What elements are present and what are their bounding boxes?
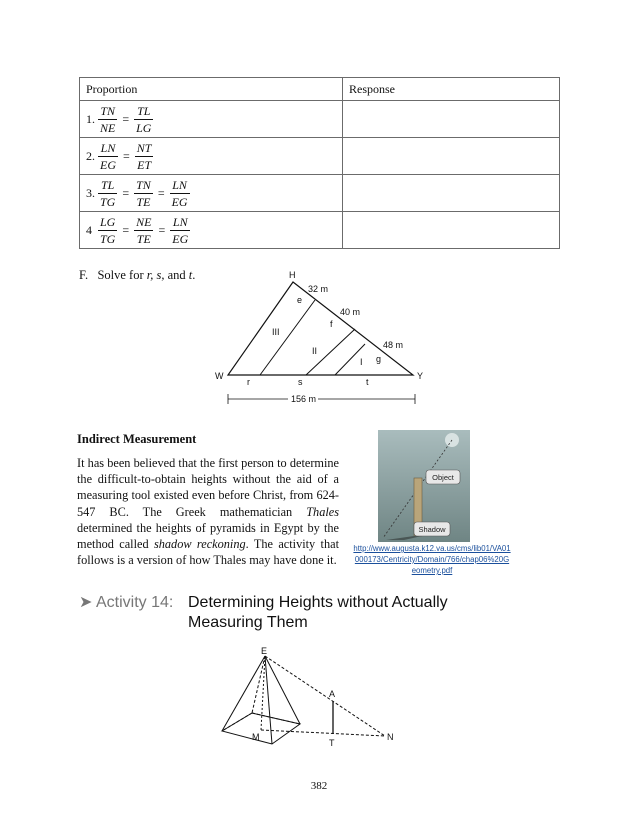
shadow-photo	[378, 430, 470, 542]
activity-label: Activity 14:	[95, 594, 174, 611]
label-III: III	[272, 327, 280, 337]
row-number: 4	[80, 212, 99, 249]
problem-label: F.	[79, 268, 89, 282]
activity-marker: ➤	[79, 594, 93, 611]
proportion-cell: $\frac{LG}{TG}$ = $\frac{NE}{TE}$ = $\frac{LN}{EG}$	[98, 212, 343, 249]
response-cell[interactable]	[343, 138, 560, 175]
fraction: $\frac{LN}{EG}$	[172, 214, 189, 246]
shadow-label: Shadow	[418, 525, 446, 534]
label-A: A	[329, 689, 336, 699]
table-row	[80, 212, 560, 249]
problem-f: F. Solve for r, s, and t.	[79, 268, 196, 282]
label-s: s	[298, 377, 303, 387]
indirect-heading: Indirect Measurement	[77, 432, 197, 446]
problem-var-t: t	[188, 268, 193, 282]
proportion-cell: $\frac{TN}{NE}$ = $\frac{TL}{LG}$	[98, 101, 343, 138]
table-header-row	[80, 78, 560, 101]
pyramid-diagram	[215, 646, 400, 754]
label-Y: Y	[417, 371, 424, 381]
header-proportion: Proportion	[80, 78, 343, 101]
response-cell[interactable]	[343, 212, 560, 249]
label-T: T	[329, 738, 335, 748]
indirect-paragraph: It has been believed that the first person to determine the difficult-to-obtain heights without the aid of a measuring tool existed even before Christ, from 624-547 BC. The Greek mathematician Thales determined the heights of pyramids in Egypt by the method called shadow reckoning. The activity that follows is a version of how Thales may have done it.	[77, 456, 339, 568]
label-W: W	[215, 371, 224, 381]
label-156m: 156 m	[291, 394, 317, 404]
table-row	[80, 138, 560, 175]
label-40m: 40 m	[340, 307, 361, 317]
proportion-cell: $\frac{TL}{TG}$ = $\frac{TN}{TE}$ = $\frac{LN}{EG}$	[98, 175, 343, 212]
label-32m: 32 m	[308, 284, 329, 294]
fraction: $\frac{TN}{TE}$	[136, 177, 151, 209]
label-t: t	[366, 377, 369, 387]
sun-ray-line	[265, 656, 385, 736]
fraction: $\frac{LN}{EG}$	[100, 140, 116, 172]
label-M: M	[252, 732, 260, 742]
label-H: H	[289, 270, 296, 280]
label-II: II	[312, 346, 318, 356]
shadow-line	[261, 730, 385, 736]
table-row	[80, 101, 560, 138]
label-f: f	[330, 319, 333, 329]
fraction: $\frac{LN}{EG}$	[171, 177, 188, 209]
activity-heading	[79, 593, 448, 631]
object-label: Object	[432, 473, 454, 482]
row-number: 2.	[80, 138, 99, 175]
activity-title: Determining Heights without Actually Measuring Them	[188, 594, 448, 631]
proportion-table	[79, 77, 560, 249]
fraction: $\frac{TL}{TG}$	[100, 177, 116, 209]
label-E: E	[261, 646, 268, 656]
label-N: N	[387, 732, 394, 742]
problem-text: Solve for	[97, 268, 147, 282]
response-cell[interactable]	[343, 101, 560, 138]
table-row	[80, 175, 560, 212]
proportion-cell: $\frac{LN}{EG}$ = $\frac{NT}{ET}$	[98, 138, 343, 175]
header-response: Response	[343, 78, 560, 101]
response-cell[interactable]	[343, 175, 560, 212]
photo-caption-link[interactable]: http://www.augusta.k12.va.us/cms/lib01/VA01000173/Centricity/Domain/766/chap06%20Geometry.pdf	[353, 544, 511, 575]
fraction: $\frac{NE}{TE}$	[136, 214, 152, 246]
page-number: 382	[310, 780, 328, 792]
label-e: e	[297, 295, 303, 305]
problem-vars: r, s,	[146, 268, 165, 282]
fraction: $\frac{LG}{TG}$	[100, 214, 116, 246]
label-g: g	[376, 354, 382, 364]
fraction: $\frac{TN}{NE}$	[100, 103, 116, 135]
label-I: I	[360, 357, 363, 367]
row-number: 1.	[80, 101, 99, 138]
fraction: $\frac{NT}{ET}$	[136, 140, 152, 172]
label-48m: 48 m	[383, 340, 404, 350]
label-r: r	[247, 377, 250, 387]
triangle-diagram	[200, 262, 440, 412]
parallel-line-1	[260, 300, 318, 375]
row-number: 3.	[80, 175, 99, 212]
fraction: $\frac{TL}{LG}$	[136, 103, 152, 135]
